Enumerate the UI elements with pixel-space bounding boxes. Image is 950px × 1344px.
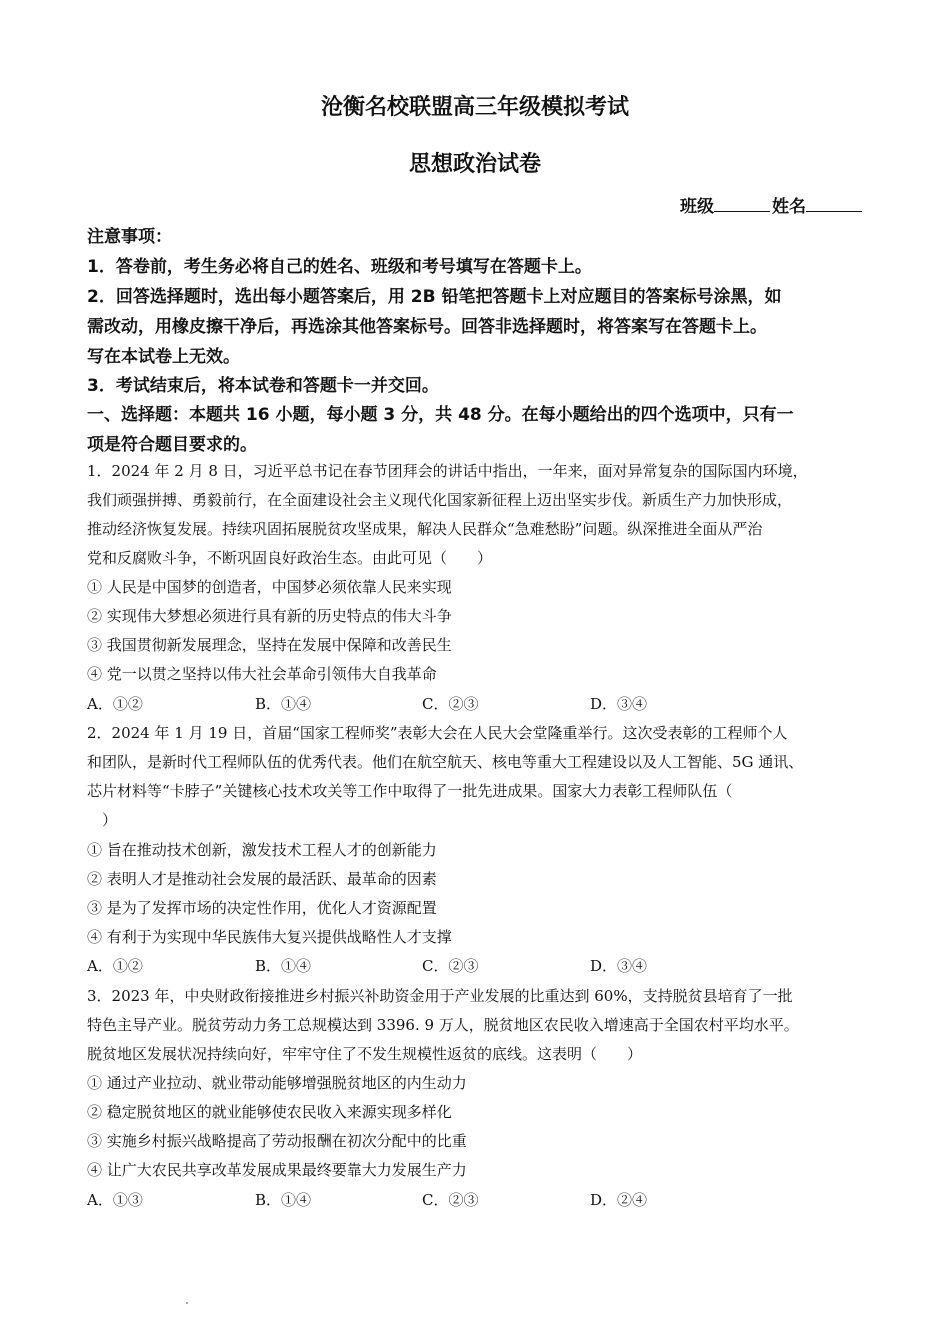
question-2-item: ② 表明人才是推动社会发展的最活跃、最革命的因素 — [87, 870, 437, 888]
question-3-choice-c: C．②③ — [422, 1191, 479, 1209]
section-heading: 项是符合题目要求的。 — [87, 435, 257, 455]
class-name-fields — [680, 192, 864, 217]
question-1-stem: 党和反腐败斗争，不断巩固良好政治生态。由此可见（ ） — [87, 549, 493, 567]
exam-title: 沧衡名校联盟高三年级模拟考试 — [320, 95, 629, 120]
notice-item: 1．答卷前，考生务必将自己的姓名、班级和考号填写在答题卡上。 — [87, 257, 592, 277]
question-2-stem: 和团队，是新时代工程师队伍的优秀代表。他们在航空航天、核电等重大工程建设以及人工智能、5G 通讯、 — [87, 753, 804, 771]
question-3-item: ① 通过产业拉动、就业带动能够增强脱贫地区的内生动力 — [87, 1074, 467, 1092]
question-1-item: ④ 党一以贯之坚持以伟大社会革命引领伟大自我革命 — [87, 665, 437, 683]
question-2-choice-c: C．②③ — [422, 957, 479, 975]
question-2-item: ① 旨在推动技术创新，激发技术工程人才的创新能力 — [87, 841, 437, 859]
question-3-item: ② 稳定脱贫地区的就业能够使农民收入来源实现多样化 — [87, 1103, 452, 1121]
question-1-choice-c: C．②③ — [422, 695, 479, 713]
question-2-choice-a: A．①② — [87, 957, 143, 975]
name-blank — [806, 197, 862, 212]
question-1-item: ③ 我国贯彻新发展理念，坚持在发展中保障和改善民生 — [87, 636, 452, 654]
question-1-stem: 1．2024 年 2 月 8 日，习近平总书记在春节团拜会的讲话中指出，一年来，面对异常复杂的国际国内环境， — [87, 462, 808, 480]
question-2-stem: ） — [87, 811, 118, 829]
question-1-stem: 推动经济恢复发展。持续巩固拓展脱贫攻坚成果，解决人民群众“急难愁盼”问题。纵深推进全面从严治 — [87, 520, 763, 538]
notice-item: 写在本试卷上无效。 — [87, 347, 240, 367]
question-1-item: ② 实现伟大梦想必须进行具有新的历史特点的伟大斗争 — [87, 607, 452, 625]
question-3-choice-a: A．①③ — [87, 1191, 143, 1209]
section-heading: 一、选择题：本题共 16 小题，每小题 3 分，共 48 分。在每小题给出的四个选项中，只有一 — [87, 405, 794, 425]
notice-item: 2．回答选择题时，选出每小题答案后，用 2B 铅笔把答题卡上对应题目的答案标号涂黑，如 — [87, 287, 782, 307]
notice-item: 3．考试结束后，将本试卷和答题卡一并交回。 — [87, 376, 439, 396]
question-3-choice-d: D．②④ — [590, 1191, 648, 1209]
notice-heading: 注意事项： — [87, 227, 172, 247]
question-3-stem: 3．2023 年，中央财政衔接推进乡村振兴补助资金用于产业发展的比重达到 60%，支持脱贫县培育了一批 — [87, 987, 793, 1005]
question-2-choice-d: D．③④ — [590, 957, 648, 975]
name-label: 姓名 — [772, 197, 806, 217]
question-2-stem: 2．2024 年 1 月 19 日，首届“国家工程师奖”表彰大会在人民大会堂隆重举行。这次受表彰的工程师个人 — [87, 724, 788, 742]
question-3-item: ④ 让广大农民共享改革发展成果最终要靠大力发展生产力 — [87, 1161, 467, 1179]
question-3-choice-b: B．①④ — [255, 1191, 312, 1209]
question-2-stem: 芯片材料等“卡脖子”关键核心技术攻关等工作中取得了一批先进成果。国家大力表彰工程师队伍（ — [87, 782, 733, 800]
question-1-stem: 我们顽强拼搏、勇毅前行，在全面建设社会主义现代化国家新征程上迈出坚实步伐。新质生产力加快形成， — [87, 491, 793, 509]
question-2-item: ④ 有利于为实现中华民族伟大复兴提供战略性人才支撑 — [87, 928, 452, 946]
question-2-item: ③ 是为了发挥市场的决定性作用，优化人才资源配置 — [87, 899, 437, 917]
question-3-stem: 脱贫地区发展状况持续向好，牢牢守住了不发生规模性返贫的底线。这表明（ ） — [87, 1045, 643, 1063]
question-3-item: ③ 实施乡村振兴战略提高了劳动报酬在初次分配中的比重 — [87, 1132, 467, 1150]
class-blank — [714, 197, 770, 212]
question-3-stem: 特色主导产业。脱贫劳动力务工总规模达到 3396. 9 万人，脱贫地区农民收入增速高于全国农村平均水平。 — [87, 1016, 799, 1034]
question-1-choice-d: D．③④ — [590, 695, 648, 713]
question-1-choice-b: B．①④ — [255, 695, 312, 713]
page-speck — [186, 1302, 188, 1304]
question-1-choice-a: A．①② — [87, 695, 143, 713]
question-2-choice-b: B．①④ — [255, 957, 312, 975]
question-1-item: ① 人民是中国梦的创造者，中国梦必须依靠人民来实现 — [87, 578, 452, 596]
notice-item: 需改动，用橡皮擦干净后，再选涂其他答案标号。回答非选择题时，将答案写在答题卡上。 — [87, 317, 767, 337]
exam-subtitle: 思想政治试卷 — [408, 152, 541, 177]
class-label: 班级 — [680, 197, 714, 217]
